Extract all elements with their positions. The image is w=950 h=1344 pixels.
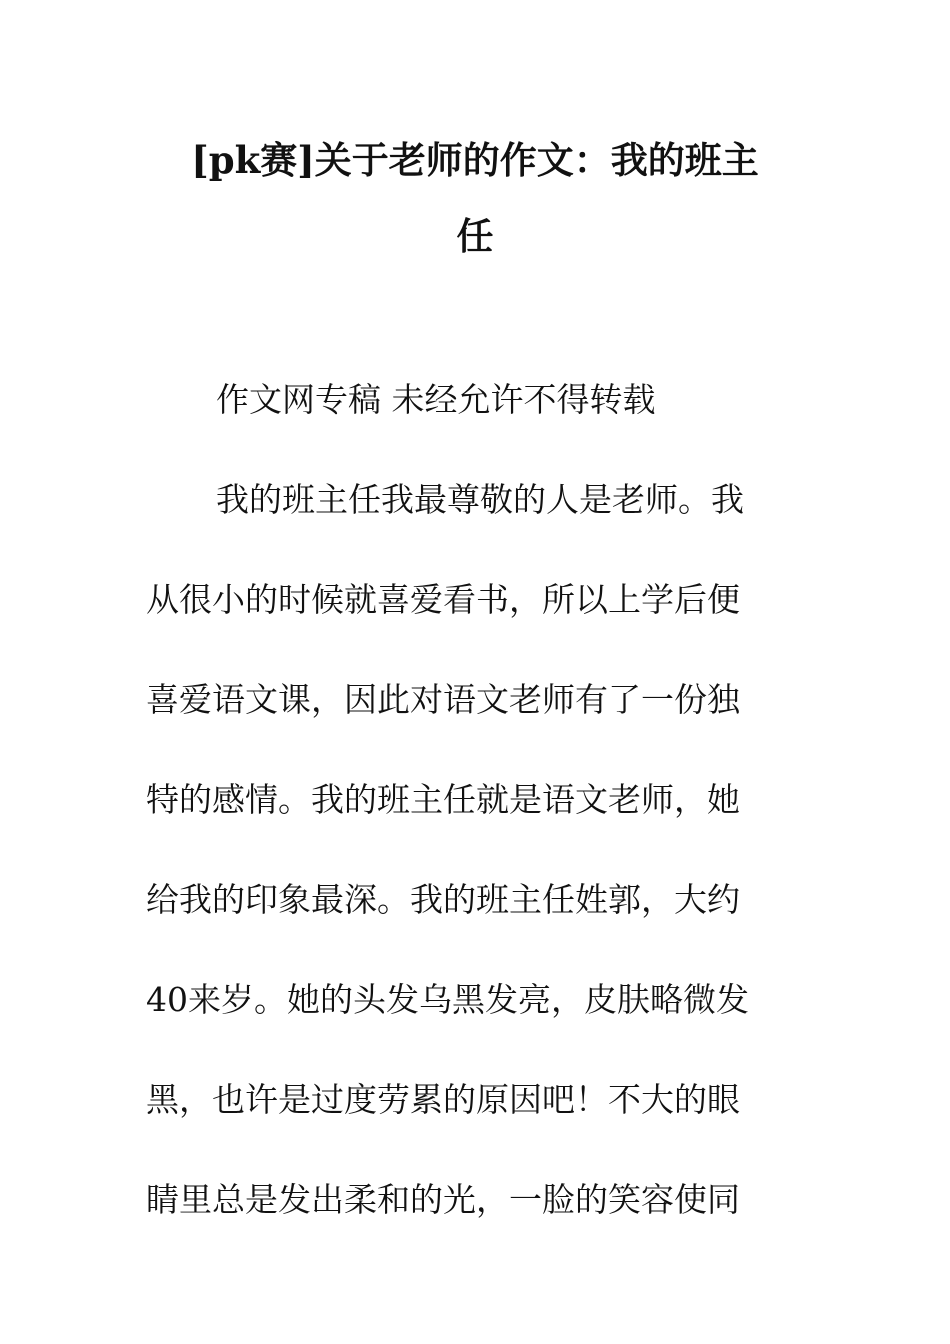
paragraph-line: 黑，也许是过度劳累的原因吧！不大的眼 [146,1080,740,1119]
paragraph-line: 特的感情。我的班主任就是语文老师，她 [146,780,740,819]
paragraph-line: 喜爱语文课，因此对语文老师有了一份独 [146,680,740,719]
paragraph-line: 40来岁。她的头发乌黑发亮，皮肤略微发 [146,980,749,1019]
paragraph-line: 从很小的时候就喜爱看书，所以上学后便 [146,580,740,619]
source-notice: 作文网专稿 未经允许不得转载 [216,380,656,419]
paragraph-line: 睛里总是发出柔和的光，一脸的笑容使同 [146,1180,740,1219]
document-title-line-1: [pk赛]关于老师的作文：我的班主 [191,138,759,182]
document-title-line-2: 任 [456,214,494,258]
paragraph-line: 给我的印象最深。我的班主任姓郭，大约 [146,880,740,919]
paragraph-line: 我的班主任我最尊敬的人是老师。我 [216,480,744,519]
